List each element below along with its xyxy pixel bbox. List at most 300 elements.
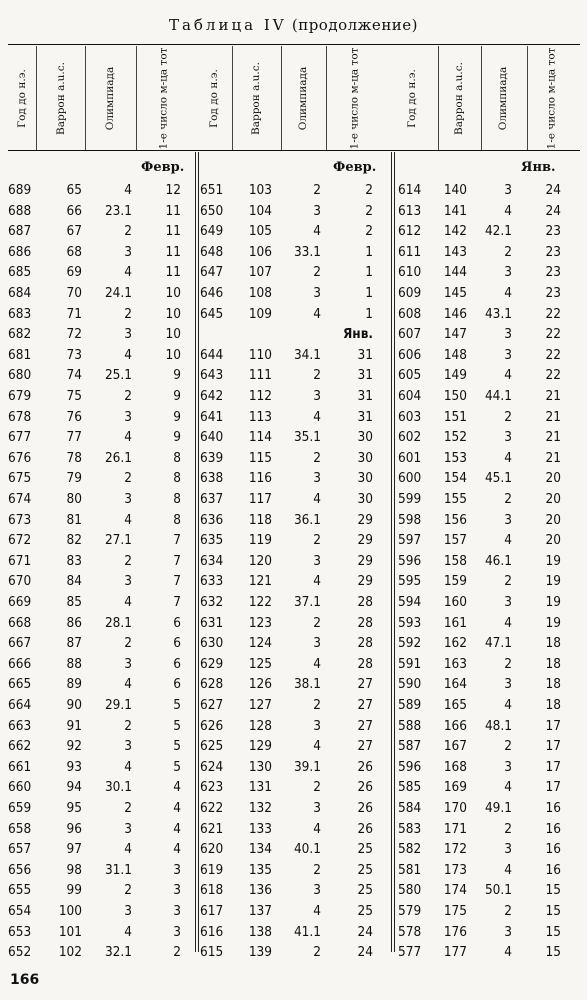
olympiad-cell: 4 xyxy=(504,779,512,796)
thoth-first-day-cell: 21 xyxy=(545,408,561,425)
thoth-first-day-cell: 27 xyxy=(357,717,373,734)
thoth-first-day-cell: 31 xyxy=(357,346,373,363)
year-bc-cell: 673 xyxy=(8,511,32,528)
varro-auc-cell: 123 xyxy=(248,614,272,631)
varro-auc-cell: 172 xyxy=(443,841,467,858)
varro-auc-cell: 99 xyxy=(66,882,82,899)
olympiad-cell: 3 xyxy=(313,552,321,569)
varro-auc-cell: 126 xyxy=(248,676,272,693)
column-header xyxy=(50,50,72,146)
varro-auc-cell: 131 xyxy=(248,779,272,796)
olympiad-cell: 2 xyxy=(313,264,321,281)
year-bc-cell: 666 xyxy=(8,655,32,672)
olympiad-cell: 4 xyxy=(504,367,512,384)
column-header xyxy=(153,47,175,149)
year-bc-cell: 626 xyxy=(200,717,224,734)
thoth-first-day-cell: 27 xyxy=(357,738,373,755)
olympiad-cell: 44.1 xyxy=(484,388,512,404)
year-bc-cell: 632 xyxy=(200,594,224,610)
thoth-first-day-cell: 16 xyxy=(545,841,561,858)
varro-auc-cell: 139 xyxy=(248,944,272,961)
header-column-separator xyxy=(438,46,439,150)
varro-auc-cell: 103 xyxy=(248,182,272,198)
column-header-label: Олимпиада xyxy=(497,66,510,130)
table-row xyxy=(0,942,587,962)
olympiad-cell: 3 xyxy=(313,882,321,899)
year-bc-cell: 577 xyxy=(398,944,422,961)
thoth-first-day-cell: 27 xyxy=(357,697,373,713)
title-main: Таблица IV xyxy=(168,16,287,34)
olympiad-cell: 46.1 xyxy=(484,552,512,569)
year-bc-cell: 614 xyxy=(398,182,422,198)
olympiad-cell: 42.1 xyxy=(484,223,512,240)
year-bc-cell: 683 xyxy=(8,305,32,322)
year-bc-cell: 650 xyxy=(200,202,224,219)
olympiad-cell: 27.1 xyxy=(104,532,132,549)
month-label: Янв. xyxy=(521,160,556,175)
thoth-first-day-cell: 1 xyxy=(365,285,373,301)
thoth-first-day-cell: 29 xyxy=(357,532,373,549)
varro-auc-cell: 112 xyxy=(248,388,272,404)
year-bc-cell: 665 xyxy=(8,676,32,693)
year-bc-cell: 643 xyxy=(200,367,224,384)
varro-auc-cell: 142 xyxy=(443,223,467,240)
year-bc-cell: 658 xyxy=(8,820,32,837)
varro-auc-cell: 169 xyxy=(443,779,467,796)
olympiad-cell: 25.1 xyxy=(104,367,132,384)
year-bc-cell: 624 xyxy=(200,758,224,775)
year-bc-cell: 596 xyxy=(398,552,422,569)
column-header-label: Варрон a.u.c. xyxy=(452,61,465,135)
olympiad-cell: 3 xyxy=(504,923,512,940)
varro-auc-cell: 163 xyxy=(443,655,467,672)
year-bc-cell: 667 xyxy=(8,635,32,652)
year-bc-cell: 596 xyxy=(398,758,422,775)
olympiad-cell: 2 xyxy=(504,903,512,919)
table-row xyxy=(0,242,587,262)
thoth-first-day-cell: 27 xyxy=(357,676,373,693)
year-bc-cell: 597 xyxy=(398,532,422,549)
varro-auc-cell: 153 xyxy=(443,449,467,466)
column-header xyxy=(448,50,470,146)
varro-auc-cell: 120 xyxy=(248,552,272,569)
thoth-first-day-cell: 11 xyxy=(165,243,181,260)
thoth-first-day-cell: 25 xyxy=(357,882,373,899)
table-row xyxy=(0,551,587,571)
year-bc-cell: 645 xyxy=(200,305,224,322)
olympiad-cell: 2 xyxy=(504,738,512,755)
year-bc-cell: 682 xyxy=(8,326,32,343)
year-bc-cell: 607 xyxy=(398,326,422,343)
thoth-first-day-cell: 2 xyxy=(365,202,373,219)
year-bc-cell: 600 xyxy=(398,470,422,487)
olympiad-cell: 2 xyxy=(313,944,321,961)
thoth-first-day-cell: 19 xyxy=(545,573,561,590)
olympiad-cell: 3 xyxy=(124,903,132,919)
olympiad-cell: 3 xyxy=(504,264,512,281)
thoth-first-day-cell: 5 xyxy=(173,697,181,713)
year-bc-cell: 634 xyxy=(200,552,224,569)
varro-auc-cell: 174 xyxy=(443,882,467,899)
varro-auc-cell: 137 xyxy=(248,903,272,919)
varro-auc-cell: 145 xyxy=(443,285,467,301)
thoth-first-day-cell: 2 xyxy=(365,182,373,198)
varro-auc-cell: 87 xyxy=(66,635,82,652)
column-header xyxy=(541,47,563,149)
year-bc-cell: 605 xyxy=(398,367,422,384)
varro-auc-cell: 148 xyxy=(443,346,467,363)
varro-auc-cell: 167 xyxy=(443,738,467,755)
thoth-first-day-cell: 7 xyxy=(173,552,181,569)
column-header xyxy=(100,50,122,146)
varro-auc-cell: 95 xyxy=(66,800,82,816)
varro-auc-cell: 86 xyxy=(66,614,82,631)
year-bc-cell: 612 xyxy=(398,223,422,240)
year-bc-cell: 654 xyxy=(8,903,32,919)
year-bc-cell: 602 xyxy=(398,429,422,446)
header-column-separator xyxy=(136,46,137,150)
year-bc-cell: 663 xyxy=(8,717,32,734)
varro-auc-cell: 113 xyxy=(248,408,272,425)
varro-auc-cell: 168 xyxy=(443,758,467,775)
varro-auc-cell: 74 xyxy=(66,367,82,384)
varro-auc-cell: 107 xyxy=(248,264,272,281)
thoth-first-day-cell: 30 xyxy=(357,449,373,466)
column-header xyxy=(493,50,515,146)
olympiad-cell: 4 xyxy=(124,594,132,610)
table-row xyxy=(0,386,587,406)
year-bc-cell: 672 xyxy=(8,532,32,549)
thoth-first-day-cell: 6 xyxy=(173,614,181,631)
year-bc-cell: 649 xyxy=(200,223,224,240)
thoth-first-day-cell: 10 xyxy=(165,305,181,322)
varro-auc-cell: 83 xyxy=(66,552,82,569)
year-bc-cell: 648 xyxy=(200,243,224,260)
column-header-label: Олимпиада xyxy=(297,66,310,130)
olympiad-cell: 4 xyxy=(313,903,321,919)
table-row xyxy=(0,757,587,777)
olympiad-cell: 4 xyxy=(124,182,132,198)
olympiad-cell: 2 xyxy=(124,552,132,569)
olympiad-cell: 2 xyxy=(504,243,512,260)
table-row xyxy=(0,407,587,427)
olympiad-cell: 3 xyxy=(313,800,321,816)
year-bc-cell: 585 xyxy=(398,779,422,796)
varro-auc-cell: 96 xyxy=(66,820,82,837)
varro-auc-cell: 171 xyxy=(443,820,467,837)
thoth-first-day-cell: 29 xyxy=(357,552,373,569)
thoth-first-day-cell: 6 xyxy=(173,676,181,693)
table-row xyxy=(0,633,587,653)
olympiad-cell: 35.1 xyxy=(293,429,321,446)
olympiad-cell: 2 xyxy=(313,697,321,713)
year-bc-cell: 579 xyxy=(398,903,422,919)
olympiad-cell: 2 xyxy=(504,820,512,837)
thoth-first-day-cell: 21 xyxy=(545,429,561,446)
olympiad-cell: 50.1 xyxy=(484,882,512,899)
year-bc-cell: 615 xyxy=(200,944,224,961)
thoth-first-day-cell: 15 xyxy=(545,903,561,919)
column-header-label: 1-е число м-ца тот xyxy=(545,47,558,149)
table-row xyxy=(0,798,587,818)
year-bc-cell: 592 xyxy=(398,635,422,652)
thoth-first-day-cell: 20 xyxy=(545,511,561,528)
thoth-first-day-cell: Янв. xyxy=(342,326,373,343)
thoth-first-day-cell: 28 xyxy=(357,655,373,672)
table-row xyxy=(0,345,587,365)
olympiad-cell: 3 xyxy=(313,717,321,734)
year-bc-cell: 684 xyxy=(8,285,32,301)
thoth-first-day-cell: 6 xyxy=(173,655,181,672)
thoth-first-day-cell: 25 xyxy=(357,861,373,878)
olympiad-cell: 41.1 xyxy=(293,923,321,940)
year-bc-cell: 628 xyxy=(200,676,224,693)
olympiad-cell: 2 xyxy=(124,635,132,652)
olympiad-cell: 2 xyxy=(124,470,132,487)
varro-auc-cell: 91 xyxy=(66,717,82,734)
olympiad-cell: 4 xyxy=(504,449,512,466)
olympiad-cell: 3 xyxy=(313,285,321,301)
table-row xyxy=(0,365,587,385)
thoth-first-day-cell: 15 xyxy=(545,882,561,899)
thoth-first-day-cell: 26 xyxy=(357,800,373,816)
olympiad-cell: 3 xyxy=(504,346,512,363)
varro-auc-cell: 89 xyxy=(66,676,82,693)
thoth-first-day-cell: 23 xyxy=(545,264,561,281)
varro-auc-cell: 85 xyxy=(66,594,82,610)
varro-auc-cell: 134 xyxy=(248,841,272,858)
olympiad-cell: 2 xyxy=(313,367,321,384)
olympiad-cell: 24.1 xyxy=(104,285,132,301)
thoth-first-day-cell: 19 xyxy=(545,614,561,631)
year-bc-cell: 610 xyxy=(398,264,422,281)
varro-auc-cell: 121 xyxy=(248,573,272,590)
varro-auc-cell: 122 xyxy=(248,594,272,610)
varro-auc-cell: 80 xyxy=(66,491,82,507)
olympiad-cell: 3 xyxy=(124,491,132,507)
table-row xyxy=(0,777,587,797)
thoth-first-day-cell: 18 xyxy=(545,635,561,652)
varro-auc-cell: 125 xyxy=(248,655,272,672)
varro-auc-cell: 70 xyxy=(66,285,82,301)
year-bc-cell: 685 xyxy=(8,264,32,281)
year-bc-cell: 637 xyxy=(200,491,224,507)
year-bc-cell: 603 xyxy=(398,408,422,425)
year-bc-cell: 686 xyxy=(8,243,32,260)
thoth-first-day-cell: 28 xyxy=(357,594,373,610)
year-bc-cell: 642 xyxy=(200,388,224,404)
olympiad-cell: 32.1 xyxy=(104,944,132,961)
year-bc-cell: 606 xyxy=(398,346,422,363)
year-bc-cell: 587 xyxy=(398,738,422,755)
table-row xyxy=(0,489,587,509)
varro-auc-cell: 97 xyxy=(66,841,82,858)
varro-auc-cell: 127 xyxy=(248,697,272,713)
olympiad-cell: 3 xyxy=(504,758,512,775)
varro-auc-cell: 81 xyxy=(66,511,82,528)
column-header-label: Олимпиада xyxy=(104,66,117,130)
olympiad-cell: 2 xyxy=(124,882,132,899)
varro-auc-cell: 71 xyxy=(66,305,82,322)
thoth-first-day-cell: 22 xyxy=(545,326,561,343)
year-bc-cell: 660 xyxy=(8,779,32,796)
olympiad-cell: 4 xyxy=(124,841,132,858)
title-sub: (продолжение) xyxy=(291,16,419,34)
varro-auc-cell: 76 xyxy=(66,408,82,425)
year-bc-cell: 582 xyxy=(398,841,422,858)
thoth-first-day-cell: 4 xyxy=(173,820,181,837)
olympiad-cell: 3 xyxy=(504,429,512,446)
olympiad-cell: 2 xyxy=(313,182,321,198)
thoth-first-day-cell: 20 xyxy=(545,470,561,487)
varro-auc-cell: 129 xyxy=(248,738,272,755)
varro-auc-cell: 164 xyxy=(443,676,467,693)
varro-auc-cell: 177 xyxy=(443,944,467,961)
thoth-first-day-cell: 23 xyxy=(545,243,561,260)
thoth-first-day-cell: 9 xyxy=(173,429,181,446)
thoth-first-day-cell: 6 xyxy=(173,635,181,652)
column-header-label: 1-е число м-ца тот xyxy=(348,47,361,149)
year-bc-cell: 599 xyxy=(398,491,422,507)
thoth-first-day-cell: 22 xyxy=(545,367,561,384)
olympiad-cell: 2 xyxy=(504,573,512,590)
varro-auc-cell: 106 xyxy=(248,243,272,260)
olympiad-cell: 37.1 xyxy=(293,594,321,610)
thoth-first-day-cell: 18 xyxy=(545,676,561,693)
thoth-first-day-cell: 20 xyxy=(545,491,561,507)
varro-auc-cell: 75 xyxy=(66,388,82,404)
varro-auc-cell: 118 xyxy=(248,511,272,528)
thoth-first-day-cell: 22 xyxy=(545,346,561,363)
varro-auc-cell: 93 xyxy=(66,758,82,775)
year-bc-cell: 640 xyxy=(200,429,224,446)
thoth-first-day-cell: 4 xyxy=(173,800,181,816)
olympiad-cell: 3 xyxy=(504,326,512,343)
table-row xyxy=(0,674,587,694)
thoth-first-day-cell: 19 xyxy=(545,594,561,610)
varro-auc-cell: 155 xyxy=(443,491,467,507)
column-header xyxy=(245,50,267,146)
olympiad-cell: 2 xyxy=(124,717,132,734)
table-row xyxy=(0,695,587,715)
thoth-first-day-cell: 5 xyxy=(173,738,181,755)
olympiad-cell: 28.1 xyxy=(104,614,132,631)
olympiad-cell: 45.1 xyxy=(484,470,512,487)
varro-auc-cell: 82 xyxy=(66,532,82,549)
olympiad-cell: 23.1 xyxy=(104,202,132,219)
varro-auc-cell: 98 xyxy=(66,861,82,878)
varro-auc-cell: 128 xyxy=(248,717,272,734)
varro-auc-cell: 146 xyxy=(443,305,467,322)
thoth-first-day-cell: 24 xyxy=(357,944,373,961)
varro-auc-cell: 135 xyxy=(248,861,272,878)
varro-auc-cell: 161 xyxy=(443,614,467,631)
varro-auc-cell: 73 xyxy=(66,346,82,363)
table-header-rule xyxy=(8,150,580,151)
thoth-first-day-cell: 24 xyxy=(545,202,561,219)
year-bc-cell: 590 xyxy=(398,676,422,693)
olympiad-cell: 2 xyxy=(504,408,512,425)
year-bc-cell: 675 xyxy=(8,470,32,487)
varro-auc-cell: 138 xyxy=(248,923,272,940)
olympiad-cell: 3 xyxy=(124,243,132,260)
year-bc-cell: 669 xyxy=(8,594,32,610)
varro-auc-cell: 68 xyxy=(66,243,82,260)
olympiad-cell: 2 xyxy=(124,223,132,240)
table-row xyxy=(0,468,587,488)
thoth-first-day-cell: 26 xyxy=(357,758,373,775)
column-header xyxy=(203,50,225,146)
year-bc-cell: 618 xyxy=(200,882,224,899)
varro-auc-cell: 77 xyxy=(66,429,82,446)
year-bc-cell: 588 xyxy=(398,717,422,734)
year-bc-cell: 670 xyxy=(8,573,32,590)
year-bc-cell: 616 xyxy=(200,923,224,940)
year-bc-cell: 653 xyxy=(8,923,32,940)
year-bc-cell: 656 xyxy=(8,861,32,878)
varro-auc-cell: 105 xyxy=(248,223,272,240)
varro-auc-cell: 94 xyxy=(66,779,82,796)
table-row xyxy=(0,283,587,303)
year-bc-cell: 662 xyxy=(8,738,32,755)
thoth-first-day-cell: 7 xyxy=(173,532,181,549)
year-bc-cell: 631 xyxy=(200,614,224,631)
thoth-first-day-cell: 18 xyxy=(545,697,561,713)
year-bc-cell: 657 xyxy=(8,841,32,858)
varro-auc-cell: 141 xyxy=(443,202,467,219)
varro-auc-cell: 111 xyxy=(248,367,272,384)
varro-auc-cell: 114 xyxy=(248,429,272,446)
olympiad-cell: 2 xyxy=(124,800,132,816)
thoth-first-day-cell: 4 xyxy=(173,779,181,796)
olympiad-cell: 4 xyxy=(313,408,321,425)
year-bc-cell: 630 xyxy=(200,635,224,652)
table-row xyxy=(0,324,587,344)
varro-auc-cell: 156 xyxy=(443,511,467,528)
thoth-first-day-cell: 16 xyxy=(545,800,561,816)
varro-auc-cell: 67 xyxy=(66,223,82,240)
thoth-first-day-cell: 16 xyxy=(545,820,561,837)
varro-auc-cell: 165 xyxy=(443,697,467,713)
year-bc-cell: 621 xyxy=(200,820,224,837)
year-bc-cell: 641 xyxy=(200,408,224,425)
year-bc-cell: 619 xyxy=(200,861,224,878)
varro-auc-cell: 144 xyxy=(443,264,467,281)
olympiad-cell: 2 xyxy=(313,449,321,466)
table-row xyxy=(0,592,587,612)
year-bc-cell: 611 xyxy=(398,243,422,260)
thoth-first-day-cell: 22 xyxy=(545,305,561,322)
year-bc-cell: 633 xyxy=(200,573,224,590)
thoth-first-day-cell: 19 xyxy=(545,552,561,569)
olympiad-cell: 3 xyxy=(504,841,512,858)
thoth-first-day-cell: 7 xyxy=(173,573,181,590)
olympiad-cell: 3 xyxy=(313,470,321,487)
table-row xyxy=(0,262,587,282)
year-bc-cell: 598 xyxy=(398,511,422,528)
year-bc-cell: 674 xyxy=(8,491,32,507)
thoth-first-day-cell: 8 xyxy=(173,449,181,466)
month-label: Февр. xyxy=(141,160,185,175)
olympiad-cell: 34.1 xyxy=(293,346,321,363)
thoth-first-day-cell: 1 xyxy=(365,305,373,322)
thoth-first-day-cell: 23 xyxy=(545,285,561,301)
thoth-first-day-cell: 28 xyxy=(357,635,373,652)
table-row xyxy=(0,716,587,736)
olympiad-cell: 2 xyxy=(313,532,321,549)
olympiad-cell: 3 xyxy=(313,388,321,404)
thoth-first-day-cell: 23 xyxy=(545,223,561,240)
